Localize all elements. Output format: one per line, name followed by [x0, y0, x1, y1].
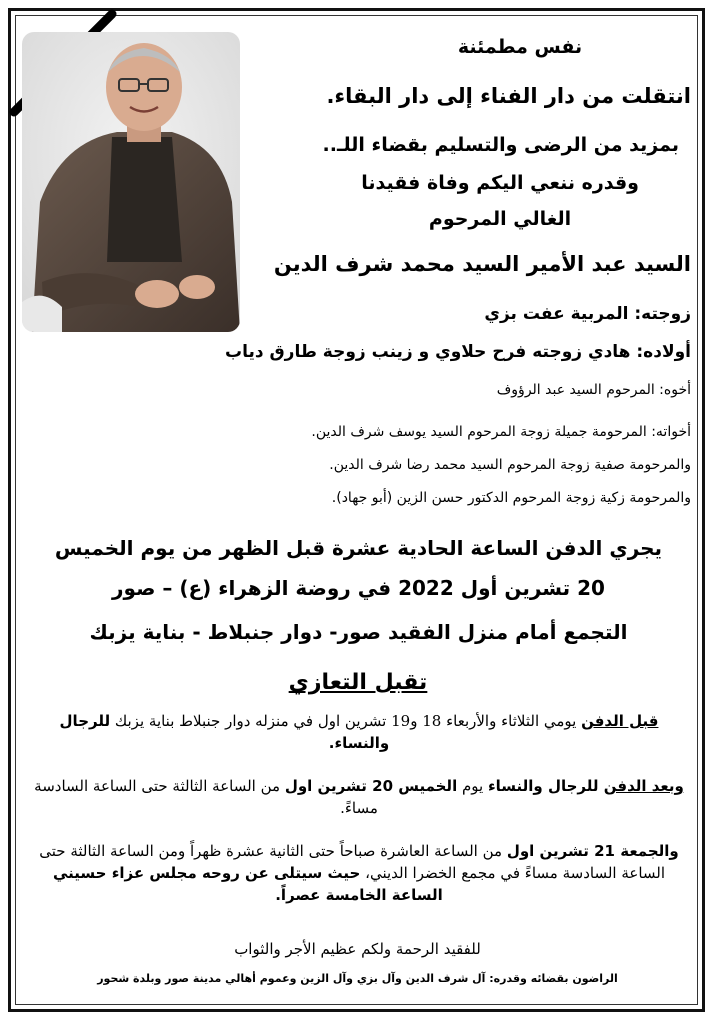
before-burial-label: قبل الدفن — [581, 712, 659, 730]
burial-time: يجري الدفن الساعة الحادية عشرة قبل الظهر من يوم الخميس — [54, 536, 663, 560]
late-title: الغالي المرحوم — [428, 208, 572, 230]
opening-phrase: نفس مطمئنة — [457, 36, 583, 58]
deceased-portrait — [22, 32, 240, 332]
condolences-after-burial — [34, 775, 684, 819]
before-burial-audience: للرجال والنساء. — [59, 712, 390, 752]
condolences-title: تقبل التعازي — [288, 670, 428, 695]
friday-date: والجمعة 21 تشرين اول — [506, 842, 679, 860]
sisters-line-1: أخواته: المرحومة جميلة زوجة المرحوم السيد يوسف شرف الدين. — [311, 424, 691, 440]
condolences-friday — [34, 840, 684, 906]
sisters-line-2: والمرحومة صفية زوجة المرحوم السيد محمد رضا شرف الدين. — [329, 457, 691, 473]
opening-line: انتقلت من دار الفناء إلى دار البقاء. — [326, 84, 691, 108]
announcement-line: وقدره ننعي اليكم وفاة فقيدنا — [361, 172, 639, 194]
deceased-name: السيد عبد الأمير السيد محمد شرف الدين — [273, 252, 691, 276]
memorial-gathering: حيث سيتلى عن روحه مجلس عزاء حسيني الساعة الخامسة عصراً. — [52, 864, 443, 904]
wife-line: زوجته: المربية عفت بزي — [484, 304, 691, 324]
acceptance-line: بمزيد من الرضى والتسليم بقضاء اللـ.. — [322, 134, 679, 156]
after-burial-label: وبعد الدفن — [603, 777, 684, 795]
before-burial-text: يومي الثلاثاء والأربعاء 18 و19 تشرين اول في منزله دوار جنبلاط بناية يزبك — [110, 712, 582, 730]
prayer-line: للفقيد الرحمة ولكم عظيم الأجر والثواب — [234, 940, 481, 958]
condolences-before-burial — [34, 710, 684, 754]
gathering-location: التجمع أمام منزل الفقيد صور- دوار جنبلاط - بناية يزبك — [89, 620, 628, 644]
after-burial-hours: من الساعة الثالثة حتى الساعة السادسة مساءً. — [34, 777, 378, 817]
brother-line: أخوه: المرحوم السيد عبد الرؤوف — [496, 382, 691, 398]
children-line: أولاده: هادي زوجته فرح حلاوي و زينب زوجة طارق دياب — [224, 342, 691, 362]
friday-hours: من الساعة العاشرة صباحاً حتى الثانية عشرة ظهراً ومن الساعة الثالثة حتى الساعة السادسة مساءً في مجمع الخضرا الديني، — [39, 842, 666, 882]
after-burial-audience: للرجال والنساء — [487, 777, 604, 795]
mourners-line: الراضون بقضائه وقدره: آل شرف الدين وآل بزي وآل الزين وعموم أهالي مدينة صور وبلدة شحور — [97, 972, 618, 985]
after-burial-day: الخميس 20 تشرين اول — [284, 777, 458, 795]
after-burial-day-prefix: يوم — [457, 777, 488, 795]
burial-date-place: 20 تشرين أول 2022 في روضة الزهراء (ع) – صور — [112, 576, 605, 600]
sisters-line-3: والمرحومة زكية زوجة المرحوم الدكتور حسن الزين (أبو جهاد). — [331, 490, 691, 506]
